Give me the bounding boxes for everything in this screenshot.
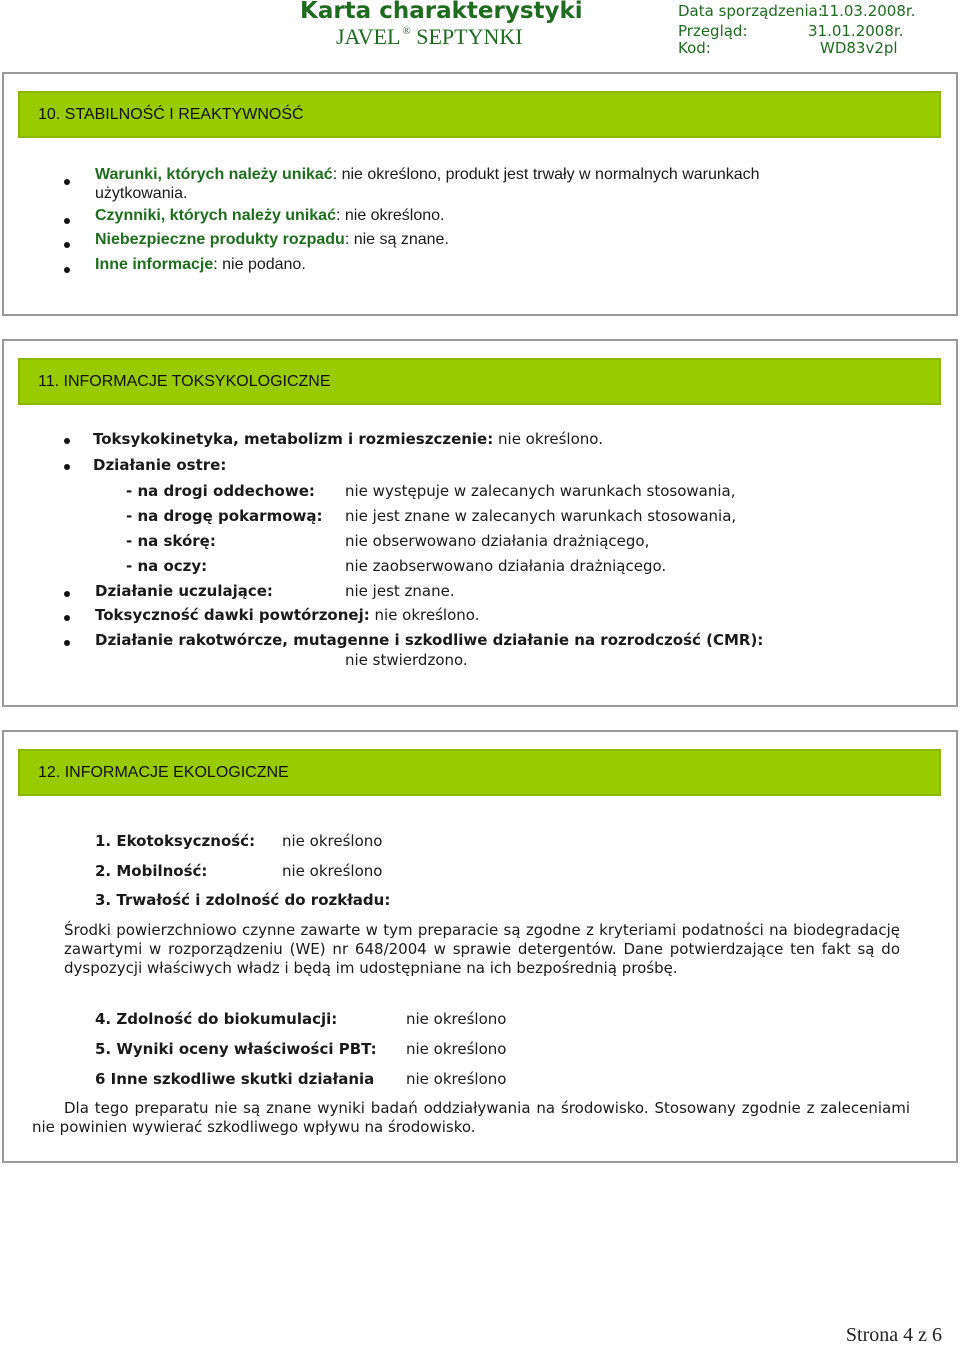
list-item [95,166,760,184]
mobility-label: 2. Mobilność: [95,862,208,880]
pbt-value: nie określono [406,1040,507,1058]
bullet-icon [64,640,70,646]
cmr-value: nie stwierdzono. [345,651,468,669]
bullet-icon [64,591,70,597]
product-name-rest: SEPTYNKI [416,24,523,49]
item-text-continued: użytkowania. [95,185,188,202]
registered-mark: ® [402,25,411,37]
repeated-dose-line [95,606,479,624]
item-text: : nie podano. [213,256,306,273]
product-name-text: JAVEL [336,24,401,49]
ecotoxicity-label: 1. Ekotoksyczność: [95,832,256,850]
list-item [95,256,306,274]
section-12-heading: 12. INFORMACJE EKOLOGICZNE [18,749,941,796]
toxicokinetics-value: nie określono. [498,430,603,448]
bioaccumulation-label: 4. Zdolność do biokumulacji: [95,1010,338,1028]
bullet-icon [64,615,70,621]
list-item [95,231,449,249]
bullet-icon [64,464,70,470]
toxicokinetics-label: Toksykokinetyka, metabolizm i rozmieszczenie: [93,430,494,448]
bullet-icon [64,218,70,224]
item-label: Warunki, których należy unikać [95,166,333,183]
other-effects-label: 6 Inne szkodliwe skutki działania [95,1070,375,1088]
document-title: Karta charakterystyki [300,0,583,24]
pbt-label: 5. Wyniki oceny właściwości PBT: [95,1040,377,1058]
mobility-value: nie określono [282,862,383,880]
item-label: Niebezpieczne produkty rozpadu [95,231,345,248]
repeated-dose-label: Toksyczność dawki powtórzonej: [95,606,370,624]
degradation-paragraph: Środki powierzchniowo czynne zawarte w tym preparacie są zgodne z kryteriami podatności na biodegradację zawartymi w rozporządzeniu (WE) nr 648/2004 w sprawie detergentów. Dane potwierdzające ten fakt są do dyspozycji właściwych władz i będą im udostępniane na ich bezpośrednią prośbę. [64,921,900,977]
bullet-icon [64,179,70,185]
route-label: - na skórę: [126,532,216,550]
toxicokinetics-line [93,430,603,448]
sensitizing-label: Działanie uczulające: [95,582,273,600]
prepared-date: 11.03.2008r. [820,2,916,20]
other-effects-value: nie określono [406,1070,507,1088]
bioaccumulation-value: nie określono [406,1010,507,1028]
route-label: - na oczy: [126,557,208,575]
bullet-icon [64,267,70,273]
persistence-label: 3. Trwałość i zdolność do rozkładu: [95,891,391,909]
item-label: Czynniki, których należy unikać [95,207,336,224]
section-10-heading: 10. STABILNOŚĆ I REAKTYWNOŚĆ [18,91,941,138]
item-text: : nie określono. [335,207,445,224]
bullet-icon [64,242,70,248]
item-text: : nie są znane. [344,231,449,248]
sensitizing-value: nie jest znane. [345,582,455,600]
code-label: Kod: [678,39,711,57]
item-label: Inne informacje [95,256,214,273]
cmr-label: Działanie rakotwórcze, mutagenne i szkodliwe działanie na rozrodczość (CMR): [95,631,764,649]
section-11-heading: 11. INFORMACJE TOKSYKOLOGICZNE [18,358,941,405]
review-date: 31.01.2008r. [808,22,904,40]
closing-paragraph: Dla tego preparatu nie są znane wyniki badań oddziaływania na środowisko. Stosowany zgodnie z zaleceniami nie powinien wywierać szkodliwego wpływu na środowisko. [32,1099,910,1136]
route-value: nie występuje w zalecanych warunkach stosowania, [345,482,736,500]
ecotoxicity-value: nie określono [282,832,383,850]
route-label: - na drogę pokarmową: [126,507,323,525]
acute-label [93,456,226,474]
repeated-dose-value: nie określono. [374,606,480,624]
acute-label-text: Działanie ostre: [93,456,227,474]
item-text: : nie określono, produkt jest trwały w normalnych warunkach [332,166,760,183]
list-item [95,207,444,225]
page-number: Strona 4 z 6 [845,1324,942,1346]
prepared-label: Data sporządzenia: [678,2,823,20]
product-name [336,24,523,50]
route-value: nie obserwowano działania drażniącego, [345,532,650,550]
route-label: - na drogi oddechowe: [126,482,315,500]
route-value: nie jest znane w zalecanych warunkach stosowania, [345,507,737,525]
code-value: WD83v2pl [820,39,898,57]
bullet-icon [64,438,70,444]
review-label: Przegląd: [678,22,748,40]
route-value: nie zaobserwowano działania drażniącego. [345,557,667,575]
